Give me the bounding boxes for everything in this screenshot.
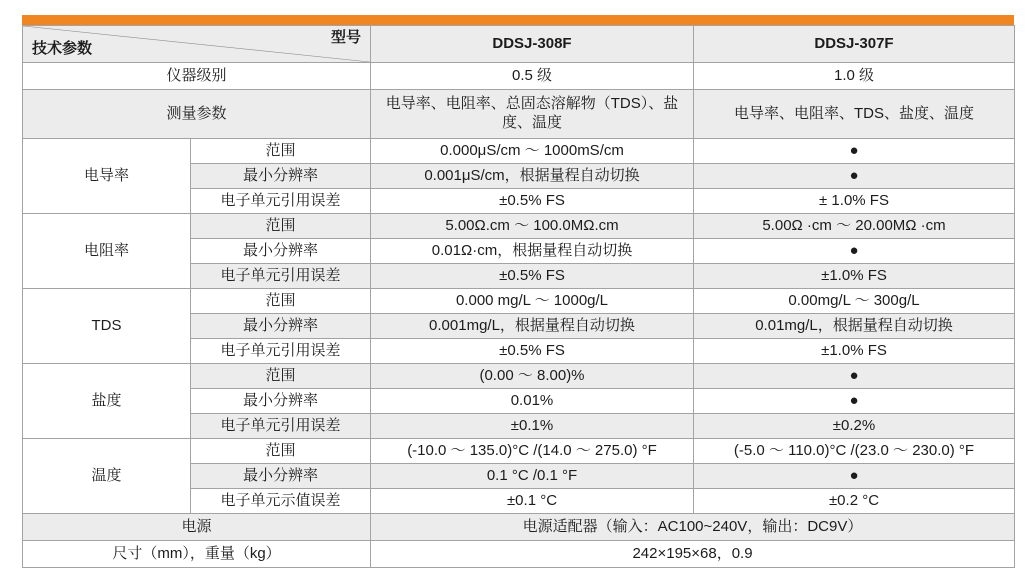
param-label: 电子单元引用误差 bbox=[191, 414, 371, 439]
salinity-resolution-308f: 0.01% bbox=[371, 389, 694, 414]
instrument-level-308f: 0.5 级 bbox=[371, 63, 694, 90]
group-label-salinity: 盐度 bbox=[23, 364, 191, 439]
salinity-resolution-307f: ● bbox=[694, 389, 1015, 414]
conductivity-range-307f: ● bbox=[694, 139, 1015, 164]
conductivity-error-307f: ± 1.0% FS bbox=[694, 189, 1015, 214]
conductivity-resolution-308f: 0.001μS/cm，根据量程自动切换 bbox=[371, 164, 694, 189]
param-label: 电子单元引用误差 bbox=[191, 339, 371, 364]
conductivity-range-row bbox=[23, 139, 1015, 164]
param-label: 电子单元引用误差 bbox=[191, 264, 371, 289]
tds-range-row bbox=[23, 289, 1015, 314]
resistivity-error-308f: ±0.5% FS bbox=[371, 264, 694, 289]
salinity-range-307f: ● bbox=[694, 364, 1015, 389]
power-value: 电源适配器（输入：AC100~240V，输出：DC9V） bbox=[371, 514, 1015, 541]
param-label: 最小分辨率 bbox=[191, 389, 371, 414]
dimensions-row bbox=[23, 541, 1015, 568]
instrument-level-label: 仪器级别 bbox=[23, 63, 371, 90]
corner-label-tech-params: 技术参数 bbox=[32, 40, 93, 58]
salinity-error-308f: ±0.1% bbox=[371, 414, 694, 439]
param-label: 最小分辨率 bbox=[191, 164, 371, 189]
tds-error-307f: ±1.0% FS bbox=[694, 339, 1015, 364]
group-label-resistivity: 电阻率 bbox=[23, 214, 191, 289]
header-row bbox=[23, 26, 1015, 63]
tds-range-307f: 0.00mg/L ～ 300g/L bbox=[694, 289, 1015, 314]
resistivity-resolution-307f: ● bbox=[694, 239, 1015, 264]
group-label-tds: TDS bbox=[23, 289, 191, 364]
resistivity-resolution-308f: 0.01Ω·cm，根据量程自动切换 bbox=[371, 239, 694, 264]
accent-top-bar bbox=[22, 15, 1014, 25]
group-label-temperature: 温度 bbox=[23, 439, 191, 514]
param-label: 最小分辨率 bbox=[191, 239, 371, 264]
measure-params-307f: 电导率、电阻率、TDS、盐度、温度 bbox=[694, 90, 1015, 139]
param-label: 范围 bbox=[191, 289, 371, 314]
tds-error-308f: ±0.5% FS bbox=[371, 339, 694, 364]
measure-params-308f: 电导率、电阻率、总固态溶解物（TDS）、盐度、温度 bbox=[371, 90, 694, 139]
diagonal-corner-cell bbox=[23, 26, 371, 63]
model-header-ddsj-307f: DDSJ-307F bbox=[694, 26, 1015, 63]
measure-params-label: 测量参数 bbox=[23, 90, 371, 139]
power-row bbox=[23, 514, 1015, 541]
temperature-error-308f: ±0.1 °C bbox=[371, 489, 694, 514]
measure-params-row bbox=[23, 90, 1015, 139]
temperature-range-307f: (-5.0 ～ 110.0)°C /(23.0 ～ 230.0) °F bbox=[694, 439, 1015, 464]
conductivity-error-308f: ±0.5% FS bbox=[371, 189, 694, 214]
temperature-resolution-308f: 0.1 °C /0.1 °F bbox=[371, 464, 694, 489]
salinity-range-row bbox=[23, 364, 1015, 389]
spec-table bbox=[22, 25, 1015, 568]
conductivity-range-308f: 0.000μS/cm ～ 1000mS/cm bbox=[371, 139, 694, 164]
instrument-level-307f: 1.0 级 bbox=[694, 63, 1015, 90]
salinity-error-307f: ±0.2% bbox=[694, 414, 1015, 439]
group-label-conductivity: 电导率 bbox=[23, 139, 191, 214]
param-label: 范围 bbox=[191, 214, 371, 239]
resistivity-range-307f: 5.00Ω ·cm ～ 20.00MΩ ·cm bbox=[694, 214, 1015, 239]
param-label: 范围 bbox=[191, 364, 371, 389]
tds-range-308f: 0.000 mg/L ～ 1000g/L bbox=[371, 289, 694, 314]
temperature-error-307f: ±0.2 °C bbox=[694, 489, 1015, 514]
param-label: 范围 bbox=[191, 439, 371, 464]
temperature-resolution-307f: ● bbox=[694, 464, 1015, 489]
resistivity-range-row bbox=[23, 214, 1015, 239]
param-label: 范围 bbox=[191, 139, 371, 164]
conductivity-resolution-307f: ● bbox=[694, 164, 1015, 189]
salinity-range-308f: (0.00 ～ 8.00)% bbox=[371, 364, 694, 389]
corner-label-model: 型号 bbox=[330, 29, 361, 46]
resistivity-range-308f: 5.00Ω.cm ～ 100.0MΩ.cm bbox=[371, 214, 694, 239]
param-label: 最小分辨率 bbox=[191, 464, 371, 489]
tds-resolution-308f: 0.001mg/L，根据量程自动切换 bbox=[371, 314, 694, 339]
dimensions-label: 尺寸（mm），重量（kg） bbox=[23, 541, 371, 568]
power-label: 电源 bbox=[23, 514, 371, 541]
dimensions-value: 242×195×68，0.9 bbox=[371, 541, 1015, 568]
tds-resolution-307f: 0.01mg/L，根据量程自动切换 bbox=[694, 314, 1015, 339]
model-header-ddsj-308f: DDSJ-308F bbox=[371, 26, 694, 63]
param-label: 最小分辨率 bbox=[191, 314, 371, 339]
temperature-range-308f: (-10.0 ～ 135.0)°C /(14.0 ～ 275.0) °F bbox=[371, 439, 694, 464]
param-label: 电子单元引用误差 bbox=[191, 189, 371, 214]
temperature-range-row bbox=[23, 439, 1015, 464]
param-label: 电子单元示值误差 bbox=[191, 489, 371, 514]
instrument-level-row bbox=[23, 63, 1015, 90]
resistivity-error-307f: ±1.0% FS bbox=[694, 264, 1015, 289]
